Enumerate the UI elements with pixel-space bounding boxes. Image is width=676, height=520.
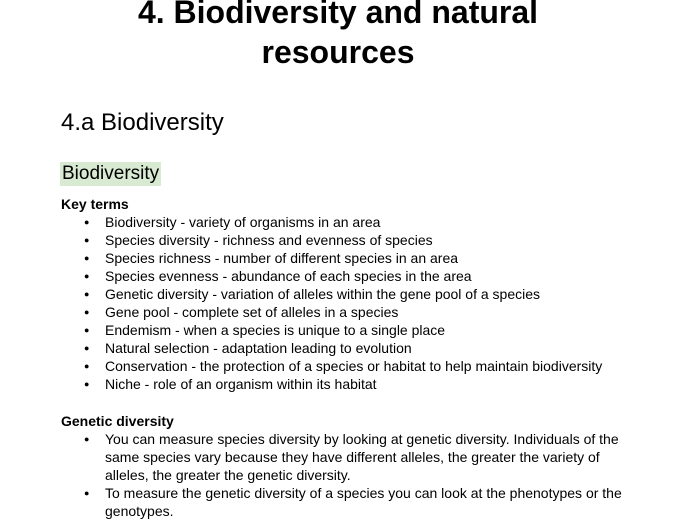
document-title [0,0,676,72]
list-item: ● Biodiversity - variety of organisms in an area [0,213,625,231]
list-item: ● Species evenness - abundance of each species in the area [0,267,625,285]
title-line-1: 4. Biodiversity and natural [137,0,539,30]
section-heading: 4.a Biodiversity [61,109,224,136]
list-item: ● Species richness - number of different species in an area [0,249,625,267]
list-item: ● Endemism - when a species is unique to a single place [0,321,625,339]
key-terms-list [0,213,676,393]
list-item: ● Niche - role of an organism within its habitat [0,375,625,393]
list-item: ● Gene pool - complete set of alleles in a species [0,303,625,321]
list-item: ● Genetic diversity - variation of alleles within the gene pool of a species [0,285,625,303]
genetic-diversity-label: Genetic diversity [61,413,174,429]
list-item: ● Conservation - the protection of a species or habitat to help maintain biodiversity [0,357,625,375]
list-item: ● Species diversity - richness and evenness of species [0,231,625,249]
key-terms-label: Key terms [61,196,129,212]
list-item: ● You can measure species diversity by looking at genetic diversity. Individuals of the same species vary because they have different alleles, the greater the variety of alleles, the greater the genetic diversity. [0,430,625,484]
list-item: ● To measure the genetic diversity of a species you can look at the phenotypes or the genotypes. [0,484,625,520]
list-item: ● Natural selection - adaptation leading to evolution [0,339,625,357]
title-line-2: resources [261,34,415,70]
subsection-heading: Biodiversity [62,163,160,184]
